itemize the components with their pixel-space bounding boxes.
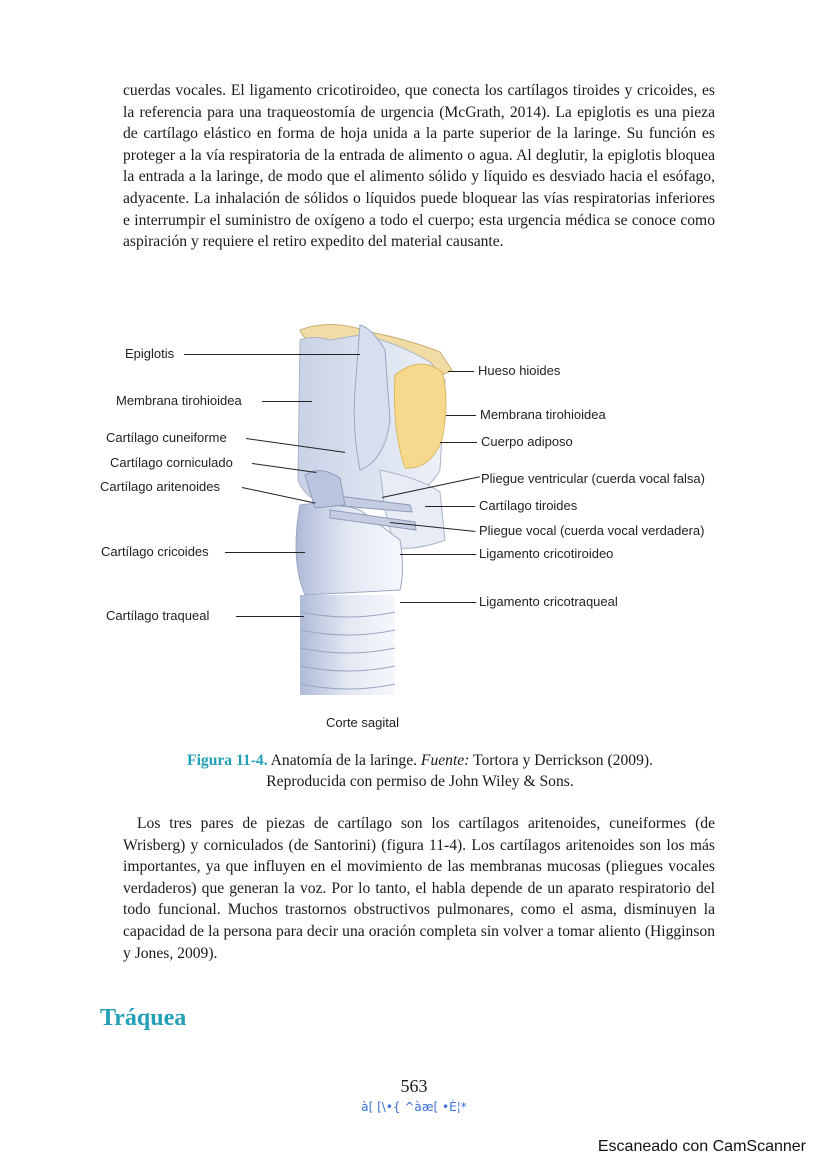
leader-line (184, 354, 360, 355)
leader-line (440, 442, 477, 443)
label-epiglotis: Epiglotis (125, 346, 175, 361)
figure-number: Figura 11-4. (187, 752, 268, 769)
body-paragraph-bottom: Los tres pares de piezas de cartílago son los cartílagos aritenoides, cuneiformes (de Wrisberg) y corniculados (de Santorini) (figura 11-4). Los cartílagos aritenoides son los más importantes, ya que influyen en el movimiento de las membranas mucosas (pliegues vocales verdaderos) que generan la voz. Por lo tanto, el habla depende de un aparato respiratorio del todo funcional. Muchos trastornos obstructivos pulmonares, como el asma, disminuyen la capacidad de la persona para decir una oración completa sin volver a tomar aliento (Higginson y Jones, 2009). (123, 815, 715, 962)
page-number: 563 (400, 1076, 428, 1096)
label-ligamento-cricotiroideo: Ligamento cricotiroideo (479, 546, 614, 561)
figure-caption (100, 750, 740, 792)
body-paragraph-top: cuerdas vocales. El ligamento cricotiroideo, que conecta los cartílagos tiroides y cricoides, es la referencia para una traqueostomía de urgencia (McGrath, 2014). La epiglotis es una pieza de cartílago elástico en forma de hoja unida a la parte superior de la laringe. Su función es proteger a la vía respiratoria de la entrada de alimento o agua. Al deglutir, la epiglotis bloquea la entrada a la laringe, de modo que el alimento sólido y líquido es desviado hacia el esófago, adyacente. La inhalación de sólidos o líquidos puede bloquear las vías respiratorias inferiores e interrumpir el suministro de oxígeno a todo el cuerpo; esta urgencia médica se conoce como aspiración y requiere el retiro expedito del material causante. (123, 82, 715, 251)
label-cartilago-corniculado: Cartílago corniculado (110, 455, 233, 470)
caption-source-label: Fuente: (420, 752, 470, 769)
leader-line (225, 552, 305, 553)
leader-line (448, 371, 474, 372)
section-heading: Tráquea (100, 1005, 187, 1031)
label-pliegue-vocal: Pliegue vocal (cuerda vocal verdadera) (479, 523, 705, 538)
caption-line2: Reproducida con permiso de John Wiley & Sons. (266, 773, 574, 790)
label-cartilago-traqueal: Cartílago traqueal (106, 608, 210, 623)
caption-source: Tortora y Derrickson (2009). (469, 752, 653, 769)
trachea (300, 595, 395, 695)
leader-line (446, 415, 476, 416)
label-membrana-tirohioidea-right: Membrana tirohioidea (480, 407, 606, 422)
leader-line (236, 616, 304, 617)
label-cartilago-cuneiforme: Cartílago cuneiforme (106, 430, 227, 445)
label-cartilago-cricoides: Cartílago cricoides (101, 544, 209, 559)
label-corte-sagital: Corte sagital (326, 715, 399, 730)
leader-line (425, 506, 475, 507)
label-membrana-tirohioidea-left: Membrana tirohioidea (116, 393, 242, 408)
label-cuerpo-adiposo: Cuerpo adiposo (481, 434, 573, 449)
garbled-footer: à[ [\•{ ^àæ[ •Ė¦* (361, 1100, 467, 1114)
label-ligamento-cricotraqueal: Ligamento cricotraqueal (479, 594, 618, 609)
leader-line (400, 554, 476, 555)
scanner-watermark: Escaneado con CamScanner (597, 1138, 806, 1155)
leader-line (262, 401, 312, 402)
label-hueso-hioides: Hueso hioides (478, 363, 561, 378)
label-pliegue-ventricular: Pliegue ventricular (cuerda vocal falsa) (481, 471, 705, 486)
caption-text: Anatomía de la laringe. (267, 752, 421, 769)
leader-line (400, 602, 476, 603)
label-cartilago-tiroides: Cartílago tiroides (479, 498, 578, 513)
label-cartilago-aritenoides: Cartílago aritenoides (100, 479, 220, 494)
